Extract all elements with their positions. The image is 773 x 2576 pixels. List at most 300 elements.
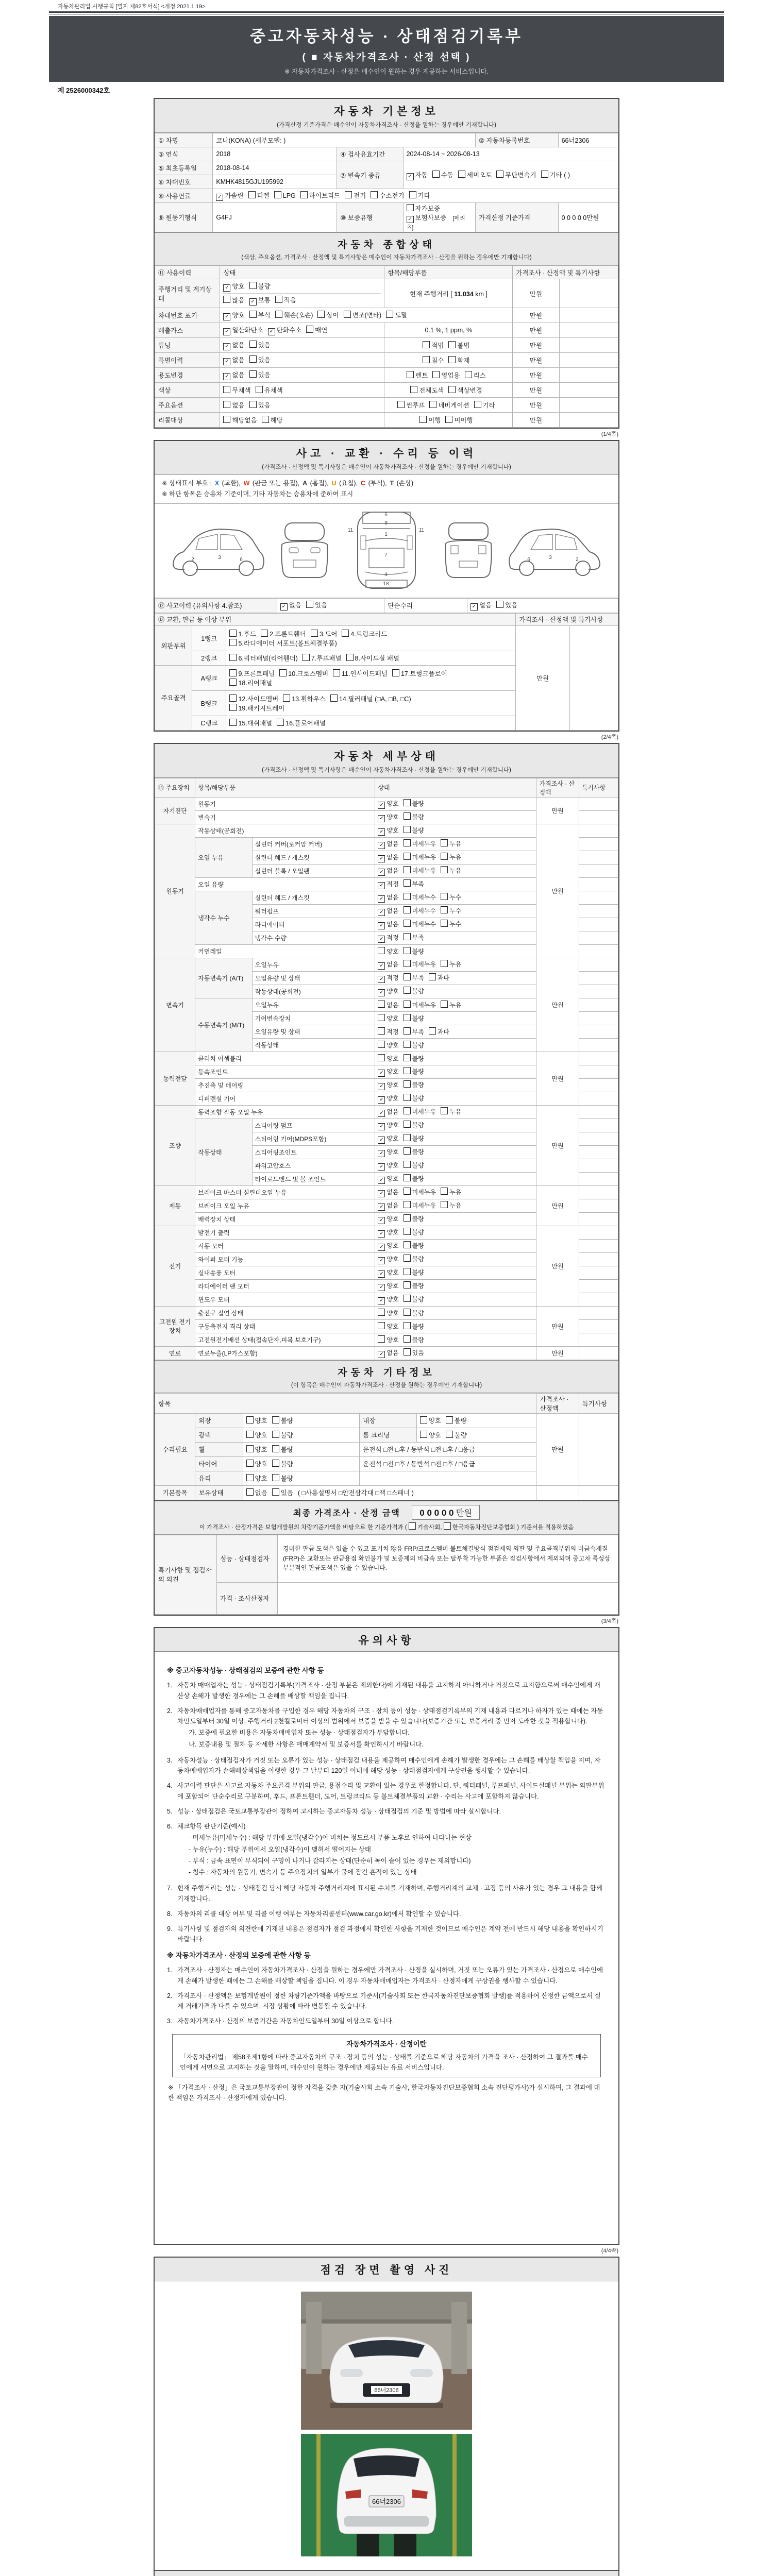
- overall-col-state: 상태: [220, 266, 384, 279]
- checkbox: [496, 601, 503, 608]
- overall-row: 차대번호 표기 ✓ 양호 부식 훼손(오손) 상이 변조(변타) 도말 만원: [155, 308, 618, 323]
- option: 불량: [404, 812, 424, 821]
- opinion-table: [155, 1535, 618, 1615]
- part-option: 19.패키지트레이: [229, 703, 284, 713]
- option: 훼손(오손): [275, 310, 313, 319]
- part-option: 9.프론트패널: [229, 669, 275, 678]
- option: 불량: [404, 1268, 424, 1277]
- page-marker-1: (1/4쪽): [601, 431, 618, 437]
- first-reg-value: 2018-08-14: [213, 161, 337, 175]
- status-code: W: [243, 480, 250, 487]
- option: ✓ 없음: [378, 853, 398, 862]
- option: 렌트: [407, 370, 428, 380]
- year-value: 2018: [213, 147, 337, 161]
- checkbox: [378, 1027, 385, 1035]
- overall-row: 특별이력 ✓ 없음 있음 침수 화재 만원: [155, 353, 618, 368]
- option: ✓ 보통: [249, 295, 271, 306]
- detail-col-extra: 특기사항: [579, 778, 618, 797]
- option: 미이행: [445, 415, 473, 425]
- option: ✓ 양호: [378, 1214, 398, 1224]
- checkbox: ✓: [378, 895, 385, 903]
- checkbox: [275, 296, 282, 303]
- option: 누수: [441, 893, 461, 902]
- checkbox: ✓: [378, 1190, 385, 1197]
- option: ✓ 없음: [378, 893, 398, 903]
- overall-row: 배출가스 ✓ 일산화탄소 ✓ 탄화수소 매연 0.1 %, 1 ppm, % 만원: [155, 323, 618, 338]
- option: 불량: [404, 1067, 424, 1076]
- accident-parts-table: [155, 613, 618, 731]
- option: 불량: [404, 1134, 424, 1143]
- option: ✓ 양호: [378, 1147, 398, 1157]
- checkbox: ✓: [280, 603, 288, 611]
- checkbox: [378, 947, 385, 954]
- overall-row: 리콜대상 해당없음 해당 이행 미이행 만원: [155, 413, 618, 428]
- checkbox: [249, 341, 257, 348]
- option: 미세누유: [404, 960, 436, 969]
- checkbox: [272, 1416, 279, 1423]
- checkbox: [441, 1001, 448, 1008]
- checkbox: [409, 1522, 416, 1530]
- checkbox: [404, 1041, 411, 1048]
- option: 누유: [441, 839, 461, 848]
- final-price-value: 0 0 0 0 0 만원: [412, 1505, 480, 1520]
- option: 부족: [404, 933, 424, 942]
- checkbox: [223, 296, 230, 303]
- option: 미세누유: [404, 866, 436, 875]
- checkbox: [246, 1416, 254, 1423]
- option: 자가보증: [407, 204, 440, 213]
- detail-row: 배력장치 상태 ✓ 양호 불량: [155, 1212, 618, 1226]
- checkbox: ✓: [378, 855, 385, 862]
- note-item: 2. 가격조사 · 산정액은 보험개발원이 정한 차량기준가액을 바탕으로 기준서(기술사회 또는 한국자동차진단보증협회 발행)를 적용하여 산정한 금액으로서 실제 거래가격과 다를 수 있으며, 시장 상황에 따라 변동될 수 있습니다.: [167, 1992, 601, 2010]
- checkbox: [404, 1322, 411, 1329]
- checkbox: ✓: [407, 173, 414, 180]
- option: 미세누유: [404, 1107, 436, 1116]
- photos-title-bar: [155, 2258, 618, 2281]
- status-code: C: [361, 480, 366, 487]
- option: 미세누유: [404, 1201, 436, 1210]
- option: ✓ 없음: [378, 1201, 398, 1211]
- detail-row: 커먼레일 양호 불량: [155, 944, 618, 958]
- detail-row: 타이로드엔드 및 볼 조인트 ✓ 양호 불량: [155, 1172, 618, 1185]
- checkbox: [223, 401, 230, 408]
- price-definition-title: 자동차가격조사 · 산정이란: [346, 2040, 427, 2048]
- fuel-options: [213, 189, 618, 203]
- detail-row: 작동상태 양호 불량: [155, 1038, 618, 1052]
- checkbox: ✓: [223, 284, 230, 292]
- checkbox: [378, 1001, 385, 1008]
- detail-row: 시동 모터 ✓ 양호 불량: [155, 1239, 618, 1252]
- option: 화재: [448, 355, 469, 365]
- checkbox: ✓: [378, 1123, 385, 1130]
- checkbox: [404, 879, 411, 887]
- checkbox: [330, 694, 338, 702]
- detail-row: 냉각수 수량 ✓ 적정 부족: [155, 931, 618, 944]
- status-code: A: [303, 480, 308, 487]
- note-item: 4. 사고이력 판단은 사고로 자동차 주요골격 부위의 판금, 용접수리 및 교환이 있는 경우로 한정합니다. 단, 쿼터패널, 루프패널, 사이드실패널 부위는 외판부위에 포함되어 단순수리로 구분하며, 후드, 프론트휀더, 도어, 트렁크리드 등 볼트체결부품의 교환 · 수리는 사고에 포함하지 않습니다.: [167, 1782, 604, 1800]
- checkbox: [378, 1309, 385, 1316]
- diagram-part-number: 6: [527, 556, 530, 563]
- checkbox: ✓: [378, 1230, 385, 1238]
- option: 이행: [419, 415, 441, 425]
- diagram-part-number: 2: [191, 556, 195, 563]
- option: ✓ 없음: [378, 960, 398, 970]
- overall-row: 튜닝 ✓ 없음 있음 적법 불법 만원: [155, 338, 618, 353]
- accident-history-options: [277, 598, 384, 613]
- price-definition-text: 「자동차관리법」 제58조제1항에 따라 중고자동차의 구조 · 장치 등의 성능 · 상태를 기준으로 해당 자동차의 가격을 조사 · 산정하여 그 결과를 매수인에게 서면으로 고지하는 것을 말하며, 매수인이 원하는 경우에만 제공되는 유료 서비스입니다.: [180, 2053, 588, 2071]
- option: 없음: [223, 400, 244, 410]
- section-photos: [154, 2257, 619, 2576]
- inspector-label: 성능 · 상태점검자: [217, 1535, 278, 1582]
- checkbox: [262, 416, 269, 423]
- note-item: 9. 특기사항 및 점검자의 의견란에 기재된 내용은 점검자가 점검 과정에서 확인한 사항을 기재한 것이므로 매수인은 계약 전에 반드시 해당 내용을 확인하시기 바랍니다.: [167, 1925, 603, 1943]
- checkbox: [404, 1241, 411, 1248]
- checkbox: [261, 630, 268, 637]
- etc-col-extra: 특기사항: [579, 1393, 618, 1413]
- option: 불량: [404, 1147, 424, 1156]
- simple-repair-options: [467, 598, 618, 613]
- option: 불량: [404, 1281, 424, 1290]
- option: 양호: [378, 1335, 398, 1344]
- note-item: 6. 체크항목 판단기준(예시) - 미세누유(미세누수) : 해당 부위에 오일(냉각수)이 비치는 정도로서 부품 노후로 인하여 나타나는 현상 - 누유(누수) : 해당 부위에서 오일(냉각수)이 맺혀서 떨어지는 상태 - 부식 : 금속 표면이 부식되어 구멍이 나거나 갈라지는 상태(단순히 녹이 슬어 있는 경우는 제외합니다) - 침수 : 자동차의 원동기, 변속기 등 주요장치의 일부가 물에 잠긴 흔적이 있는 상태: [167, 1823, 472, 1876]
- checkbox: [404, 853, 411, 860]
- detail-row: 디퍼렌셜 기어 ✓ 양호 불량: [155, 1092, 618, 1105]
- checkbox: [246, 1488, 254, 1496]
- option: ✓ 없음: [223, 355, 244, 365]
- checkbox: [465, 371, 472, 378]
- checkbox: [445, 416, 452, 423]
- overall-col-item: 항목/해당부품: [384, 266, 513, 279]
- option: 미세누유: [404, 853, 436, 861]
- option: 적정: [378, 1027, 398, 1036]
- option: 있음: [249, 370, 271, 379]
- option: 양호: [246, 1416, 267, 1425]
- diagram-front: [276, 512, 333, 589]
- option: ✓ 양호: [378, 987, 398, 996]
- checkbox: ✓: [378, 989, 385, 996]
- overall-title: 자동차 종합상태: [338, 240, 435, 250]
- checkbox: [275, 311, 282, 318]
- status-code: T: [390, 480, 394, 487]
- option: 양호: [420, 1430, 441, 1439]
- option: ✓ 일산화탄소: [223, 325, 263, 335]
- checkbox: [404, 1281, 411, 1289]
- option: ✓ 양호: [378, 1174, 398, 1184]
- option: 불량: [272, 1416, 293, 1425]
- detail-row: 스티어링조인트 ✓ 양호 불량: [155, 1145, 618, 1159]
- detail-row: 실린더 블록 / 오일팬 ✓ 없음 미세누유 누유: [155, 864, 618, 877]
- etc-body: [155, 1413, 618, 1500]
- header-rule: [49, 11, 724, 14]
- checkbox: ✓: [378, 1270, 385, 1278]
- checkbox: [404, 866, 411, 873]
- diagram-rear: [440, 512, 497, 589]
- option: ✓ 양호: [378, 1241, 398, 1251]
- base-price-value: 0 0 0 0 0만원: [558, 203, 618, 232]
- option: 불법: [448, 341, 469, 350]
- option: ✓ 보험사보증: [407, 213, 446, 223]
- part-option: 1.후드: [229, 629, 256, 638]
- checkbox: ✓: [378, 1257, 385, 1264]
- option: 누유: [441, 1107, 461, 1116]
- option: 불량: [404, 1335, 424, 1344]
- checkbox: [448, 356, 456, 363]
- option: 양호: [246, 1473, 267, 1483]
- checkbox: [404, 973, 411, 980]
- diagram-part-number: 11: [347, 527, 354, 533]
- option: ✓ 없음: [223, 340, 244, 350]
- option: 색상변경: [448, 385, 482, 395]
- option: 부식: [249, 310, 271, 319]
- option: ✓ 양호: [378, 1094, 398, 1104]
- note-item: 5. 성능 · 상태점검은 국토교통부장관이 정하여 고시하는 중고자동차 성능 · 상태점검의 기준 및 방법에 따라 실시합니다.: [167, 1807, 501, 1815]
- detail-row: 제동 브레이크 마스터 실린더오일 누유 ✓ 없음 미세누유 누유 만원: [155, 1185, 618, 1199]
- checkbox: [272, 1488, 279, 1496]
- year-label: ③ 연식: [155, 147, 213, 161]
- option: 부족: [404, 973, 424, 982]
- detail-row: 오일 유량 ✓ 적정 부족: [155, 877, 618, 891]
- checkbox: [429, 401, 436, 408]
- option: 변조(변타): [344, 310, 382, 319]
- option: 해당없음: [223, 415, 257, 425]
- option: ✓ 적정: [378, 933, 398, 943]
- detail-row: 고전원 전기장치 충전구 절연 상태 양호 불량 만원: [155, 1306, 618, 1319]
- checkbox: ✓: [378, 936, 385, 943]
- checkbox: [404, 1188, 411, 1195]
- etc-subtitle: (이 항목은 매수인이 자동차가격조사 · 산정을 원하는 경우에만 기재합니다): [291, 1382, 482, 1388]
- diagram-part-number: 9: [384, 520, 388, 526]
- checkbox: [249, 282, 257, 289]
- checkbox: [404, 1134, 411, 1141]
- checkbox: ✓: [378, 815, 385, 822]
- detail-col-price: 가격조사 · 산정액: [536, 778, 579, 797]
- checkbox: [404, 826, 411, 833]
- checkbox: [229, 630, 237, 637]
- first-reg-label: ⑤ 최초등록일: [155, 161, 213, 175]
- checkbox: [432, 371, 440, 378]
- diagram-part-number: 3: [548, 554, 552, 561]
- final-price-bar: [155, 1500, 618, 1535]
- checkbox: ✓: [223, 343, 230, 350]
- checkbox: [404, 812, 411, 820]
- option: 누유: [441, 866, 461, 875]
- part-option: 16.플로어패널: [277, 718, 326, 727]
- checkbox: ✓: [378, 1110, 385, 1117]
- checkbox: [249, 355, 257, 363]
- checkbox: [246, 1460, 254, 1467]
- checkbox: [474, 401, 481, 408]
- overall-row: 색상 무채색 유채색 전체도색 색상변경 만원: [155, 383, 618, 398]
- parts-row: 외판부위 1랭크 1.후드 2.프론트휀더 3.도어 4.트렁크리드 5.라디에이터 서포트(볼트체결부품) 만원: [155, 625, 618, 651]
- checkbox: [306, 326, 313, 333]
- inspection-photo-rear: [301, 2434, 472, 2556]
- checkbox: [404, 799, 411, 806]
- option: ✓ 양호: [223, 310, 244, 320]
- checkbox: [404, 1107, 411, 1114]
- checkbox: [441, 1188, 448, 1195]
- option: ✓ 양호: [378, 1255, 398, 1264]
- checkbox: [404, 1001, 411, 1008]
- part-option: 11.인사이드패널: [333, 669, 388, 678]
- checkbox: [344, 311, 351, 318]
- detail-body: [155, 797, 618, 1360]
- option: ✓ 없음: [378, 1188, 398, 1197]
- detail-row: 변속기 ✓ 양호 불량: [155, 810, 618, 824]
- option: 불량: [404, 1241, 424, 1250]
- notes-title-bar: [155, 1628, 618, 1652]
- checkbox: [300, 191, 308, 198]
- option: 양호: [420, 1416, 441, 1425]
- diagram-part-number: 4: [384, 571, 388, 578]
- checkbox: [311, 630, 318, 637]
- section-basic-overall: [154, 98, 619, 429]
- checkbox: [420, 1431, 427, 1438]
- part-option: 5.라디에이터 서포트(볼트체결부품): [229, 638, 337, 648]
- part-option: 18.리어패널: [229, 678, 272, 687]
- option: 무채색: [223, 385, 250, 395]
- checkbox: [419, 416, 427, 423]
- checkbox: ✓: [378, 976, 385, 983]
- page-title-option: ( ■ 자동차가격조사 · 산정 선택 ): [302, 52, 471, 63]
- checkbox: [404, 987, 411, 994]
- option: 양호: [378, 1322, 398, 1331]
- option: 하이브리드: [300, 191, 340, 200]
- option: 누유: [441, 853, 461, 861]
- option: 매연: [306, 325, 327, 334]
- detail-row: 실내송풍 모터 ✓ 양호 불량: [155, 1266, 618, 1279]
- checkbox: ✓: [249, 298, 257, 306]
- overall-col-use: ⑪ 사용이력: [155, 266, 220, 279]
- checkbox: [448, 386, 456, 393]
- option: 미세누수: [404, 920, 436, 928]
- option: 불량: [404, 1094, 424, 1103]
- diagram-top: [342, 509, 431, 591]
- option: 기타 ( ): [541, 170, 570, 179]
- diagram-part-number: 3: [218, 554, 222, 561]
- option: 양호: [378, 1014, 398, 1023]
- detail-row: 수동변속기 (M/T) 오일누유 없음 미세누유 누유: [155, 998, 618, 1011]
- checkbox: [441, 960, 448, 967]
- overall-subtitle: (색상, 주요옵션, 가격조사 · 산정액 및 특기사항은 매수인이 자동차가격조사 · 산정을 원하는 경우에만 기재합니다): [241, 255, 532, 261]
- checkbox: ✓: [223, 328, 230, 335]
- signature-band: [155, 2570, 618, 2576]
- option: 유채색: [256, 385, 283, 395]
- option: ✓ 양호: [378, 1295, 398, 1304]
- option: 불량: [272, 1459, 293, 1468]
- checkbox: [404, 1335, 411, 1343]
- option: ✓ 없음: [378, 1107, 398, 1117]
- option: 양호: [378, 947, 398, 956]
- option: 무단변속기: [496, 170, 536, 179]
- detail-row: 파워고압호스 ✓ 양호 불량: [155, 1159, 618, 1172]
- accident-history-table: [155, 598, 618, 613]
- option: 불량: [446, 1416, 467, 1425]
- option: ✓ 없음: [378, 866, 398, 876]
- checkbox: ✓: [378, 1351, 385, 1358]
- checkbox: ✓: [223, 313, 230, 320]
- option: 적법: [423, 341, 444, 350]
- note-item: 1. 자동차 매매업자는 성능 · 상태점검기록부(가격조사 · 산정 부분은 제외한다)에 기재된 내용을 고지하지 아니하거나 거짓으로 고지함으로써 매수인에게 재산상 손해가 발생한 경우에는 그 손해를 배상할 책임을 집니다.: [167, 1682, 600, 1700]
- status-code-legend: ※ 상태표시 부호 : X (교환), W (판금 또는 용접), A (흠집), U (요철), C (부식), T (손상) ※ 하단 항목은 승용차 기준이며, 기타 자동차는 승용차에 준하여 표시: [155, 475, 618, 504]
- checkbox: [407, 204, 414, 211]
- checkbox: [223, 416, 230, 423]
- accident-title: 사고 · 교환 · 수리 등 이력: [296, 448, 477, 460]
- part-option: 13.휠하우스: [283, 694, 326, 703]
- diagram-part-number: 18: [383, 581, 389, 587]
- detail-row: 전기 발전기 출력 ✓ 양호 불량 만원: [155, 1226, 618, 1239]
- note-item: 2. 자동차매매업자를 통해 중고자동차를 구입한 경우 해당 자동차의 구조 · 장치 등이 성능 · 상태점검기록부의 기재 내용과 다르거나 하자가 있는 때에는 자동차인도일부터 30일 이상, 주행거리 2천킬로미터 이상의 범위에서 보증을 받을 수 있습니다(보증기간 또는 보증거리 중 먼저 도래한 것을 적용합니다). 가. 보증에 필요한 비용은 자동차매매업자 또는 성능 · 상태점검자가 부담합니다. 나. 보증내용 및 절차 등 자세한 사항은 매매계약서 및 보증서를 확인하시기 바랍니다.: [167, 1707, 603, 1748]
- car-name-value: 코나(KONA) (세부모델: ): [213, 133, 476, 147]
- option: 기타: [474, 400, 495, 410]
- option: ✓ 양호: [378, 1228, 398, 1238]
- checkbox: [404, 1161, 411, 1168]
- accident-subtitle: (가격조사 · 산정액 및 특기사항은 매수인이 자동차가격조사 · 산정을 원하는 경우에만 기재합니다): [262, 464, 511, 470]
- notes-title: 유의사항: [358, 1634, 415, 1647]
- transmission-label: ⑦ 변속기 종류: [337, 161, 403, 189]
- option: ✓ 없음: [378, 906, 398, 916]
- option: ✓ 탄화수소: [268, 325, 301, 335]
- option: ✓ 없음: [280, 600, 301, 611]
- diagram-part-number: 1: [384, 531, 388, 537]
- option: ✓ 양호: [378, 1067, 398, 1077]
- checkbox: [345, 191, 352, 198]
- part-option: 4.트렁크리드: [342, 629, 387, 638]
- option: 수동: [432, 170, 453, 179]
- detail-title-bar: [155, 744, 618, 778]
- option: 있음: [249, 355, 271, 364]
- option: 없음: [246, 1488, 267, 1497]
- part-option: 17.트렁크플로어: [392, 669, 447, 678]
- etc-row: 수리필요 외장 양호 불량 내장 양호 불량 만원: [155, 1413, 618, 1428]
- opinion-row-label: 특기사항 및 점검자의 의견: [155, 1535, 217, 1614]
- option: 있음: [249, 340, 271, 349]
- checkbox: [404, 1080, 411, 1088]
- basic-subtitle: (가격산정 기준가격은 매수인이 자동차가격조사 · 산정을 원하는 경우에만 기재합니다): [277, 122, 496, 128]
- option: 불량: [446, 1430, 467, 1439]
- option: ✓ 적정: [378, 973, 398, 983]
- reg-no-label: ② 자동차등록번호: [476, 133, 559, 147]
- option: 부족: [404, 1027, 424, 1036]
- overall-row: 주요옵션 없음 있음 썬루프 네비게이션 기타 만원: [155, 398, 618, 413]
- etc-row: 광택 양호 불량 룸 크리닝 양호 불량: [155, 1428, 618, 1442]
- legend-note: ※ 하단 항목은 승용차 기준이며, 기타 자동차는 승용차에 준하여 표시: [162, 490, 354, 498]
- checkbox: ✓: [378, 1150, 385, 1157]
- checkbox: [404, 1054, 411, 1061]
- overall-body: [155, 279, 618, 428]
- option: 전기: [345, 191, 366, 200]
- checkbox: [420, 1416, 427, 1423]
- option: 불량: [404, 1041, 424, 1049]
- checkbox: [404, 1268, 411, 1275]
- option: ✓ 없음: [470, 600, 492, 611]
- option: 불량: [272, 1445, 293, 1454]
- car-name-label: ① 차명: [155, 133, 213, 147]
- option: 불량: [404, 1214, 424, 1223]
- detail-row: 조향 동력조향 작동 오일 누유 ✓ 없음 미세누유 누유 만원: [155, 1105, 618, 1118]
- diagram-side-right: [506, 512, 607, 589]
- option: 불량: [404, 1322, 424, 1331]
- etc-table: [155, 1393, 618, 1500]
- checkbox: [404, 1027, 411, 1035]
- title-band: [49, 16, 724, 82]
- checkbox: ✓: [216, 194, 223, 201]
- checkbox: ✓: [378, 1177, 385, 1184]
- checkbox: [246, 1445, 254, 1452]
- checkbox: [229, 654, 237, 661]
- appraiser-label: 가격 · 조사산정자: [217, 1582, 278, 1614]
- checkbox: [458, 171, 465, 178]
- option: 불량: [404, 947, 424, 956]
